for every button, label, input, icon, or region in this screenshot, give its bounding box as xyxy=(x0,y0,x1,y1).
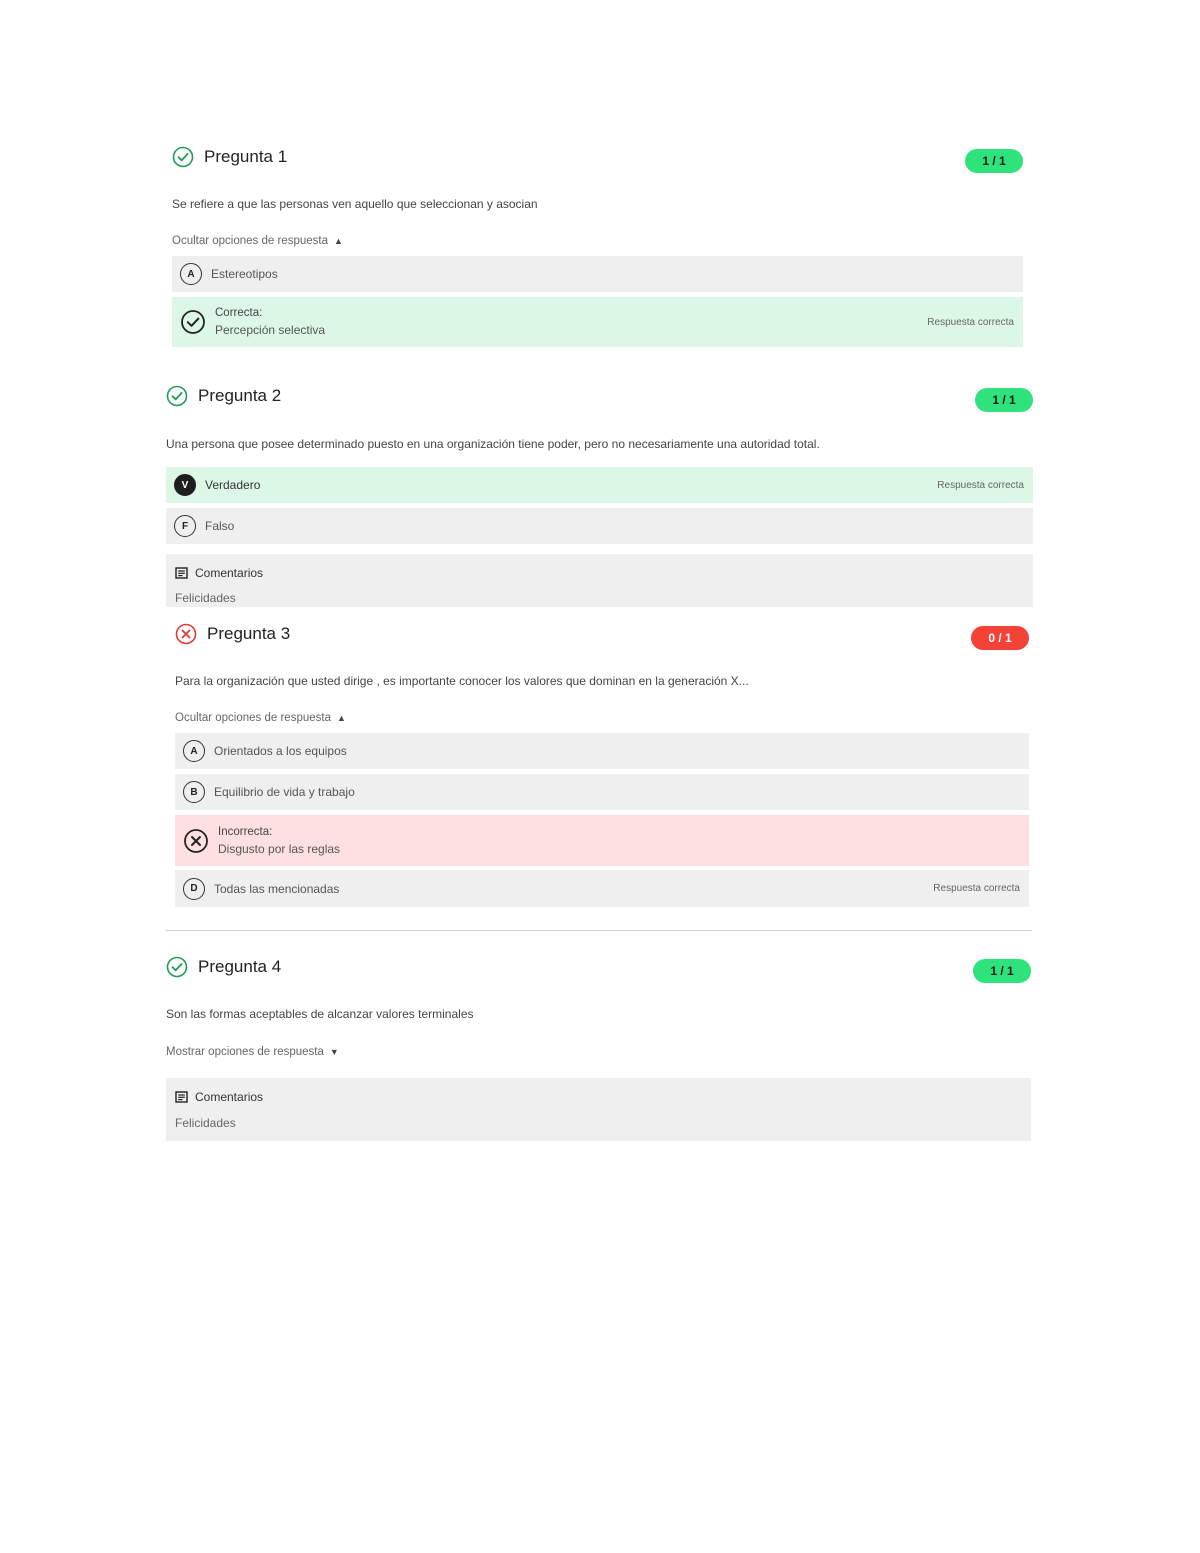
hide-options-toggle[interactable] xyxy=(175,712,1029,724)
option-letter: V xyxy=(174,474,196,496)
option-letter: A xyxy=(183,740,205,762)
answer-option-true xyxy=(166,467,1033,503)
score-badge: 1 / 1 xyxy=(973,959,1031,983)
option-letter: A xyxy=(180,263,202,285)
option-text: Equilibrio de vida y trabajo xyxy=(214,785,355,799)
check-circle-icon xyxy=(166,385,188,407)
correct-label: Correcta: xyxy=(215,307,263,319)
answer-option-d xyxy=(175,870,1029,907)
x-circle-icon xyxy=(183,828,209,854)
comments-panel xyxy=(166,1078,1031,1141)
answer-option-a xyxy=(175,733,1029,769)
comments-body: Felicidades xyxy=(175,1116,236,1130)
option-text: Orientados a los equipos xyxy=(214,744,347,758)
incorrect-label: Incorrecta: xyxy=(218,825,273,838)
hide-options-toggle[interactable] xyxy=(172,235,1023,247)
question-title: Pregunta 3 xyxy=(207,624,291,643)
chevron-up-icon: ▲ xyxy=(333,236,343,246)
x-circle-icon xyxy=(175,623,197,645)
question-text: Se refiere a que las personas ven aquello que seleccionan y asocian xyxy=(172,197,538,211)
answer-option-incorrect xyxy=(175,815,1029,866)
chevron-down-icon: ▼ xyxy=(329,1047,339,1057)
question-text: Para la organización que usted dirige , es importante conocer los valores que dominan en la generación X... xyxy=(175,674,749,688)
correct-answer-note: Respuesta correcta xyxy=(927,316,1014,328)
score-badge: 0 / 1 xyxy=(971,626,1029,650)
question-header xyxy=(172,146,1023,176)
option-letter: D xyxy=(183,878,205,900)
answer-option-a xyxy=(172,256,1023,292)
comments-panel xyxy=(166,554,1033,607)
check-circle-icon xyxy=(180,309,206,335)
option-text: Percepción selectiva xyxy=(215,323,326,337)
option-letter: B xyxy=(183,781,205,803)
question-header xyxy=(166,956,1031,986)
question-text: Son las formas aceptables de alcanzar valores terminales xyxy=(166,1007,474,1021)
correct-answer-note: Respuesta correcta xyxy=(933,883,1020,894)
comment-icon xyxy=(175,567,188,580)
comment-icon xyxy=(175,1091,188,1104)
option-text: Verdadero xyxy=(205,478,261,492)
chevron-up-icon: ▲ xyxy=(336,713,346,723)
comments-title: Comentarios xyxy=(195,1090,264,1104)
answer-option-b xyxy=(175,774,1029,810)
question-1 xyxy=(172,146,1023,347)
question-title: Pregunta 1 xyxy=(204,147,288,166)
option-text: Todas las mencionadas xyxy=(214,881,340,896)
question-title: Pregunta 2 xyxy=(198,386,282,405)
toggle-label: Mostrar opciones de respuesta xyxy=(166,1046,324,1058)
correct-answer-note: Respuesta correcta xyxy=(937,479,1024,491)
comments-title: Comentarios xyxy=(195,566,264,580)
answer-option-correct xyxy=(172,297,1023,347)
check-circle-icon xyxy=(166,956,188,978)
question-4 xyxy=(166,956,1031,1141)
check-circle-icon xyxy=(172,146,194,168)
option-text: Disgusto por las reglas xyxy=(218,841,341,856)
divider xyxy=(166,930,1032,931)
answer-option-false xyxy=(166,508,1033,544)
option-text: Estereotipos xyxy=(211,267,278,281)
score-badge: 1 / 1 xyxy=(975,388,1033,412)
comments-body: Felicidades xyxy=(175,591,236,605)
toggle-label: Ocultar opciones de respuesta xyxy=(175,712,331,724)
question-text: Una persona que posee determinado puesto en una organización tiene poder, pero no necesariamente una autoridad total. xyxy=(166,437,820,451)
question-header xyxy=(166,385,1033,415)
question-2 xyxy=(166,385,1033,607)
show-options-toggle[interactable] xyxy=(166,1046,1031,1058)
question-title: Pregunta 4 xyxy=(198,957,282,976)
toggle-label: Ocultar opciones de respuesta xyxy=(172,235,328,247)
option-letter: F xyxy=(174,515,196,537)
option-text: Falso xyxy=(205,519,235,533)
score-badge: 1 / 1 xyxy=(965,149,1023,173)
question-header xyxy=(175,623,1029,653)
question-3 xyxy=(175,623,1029,907)
